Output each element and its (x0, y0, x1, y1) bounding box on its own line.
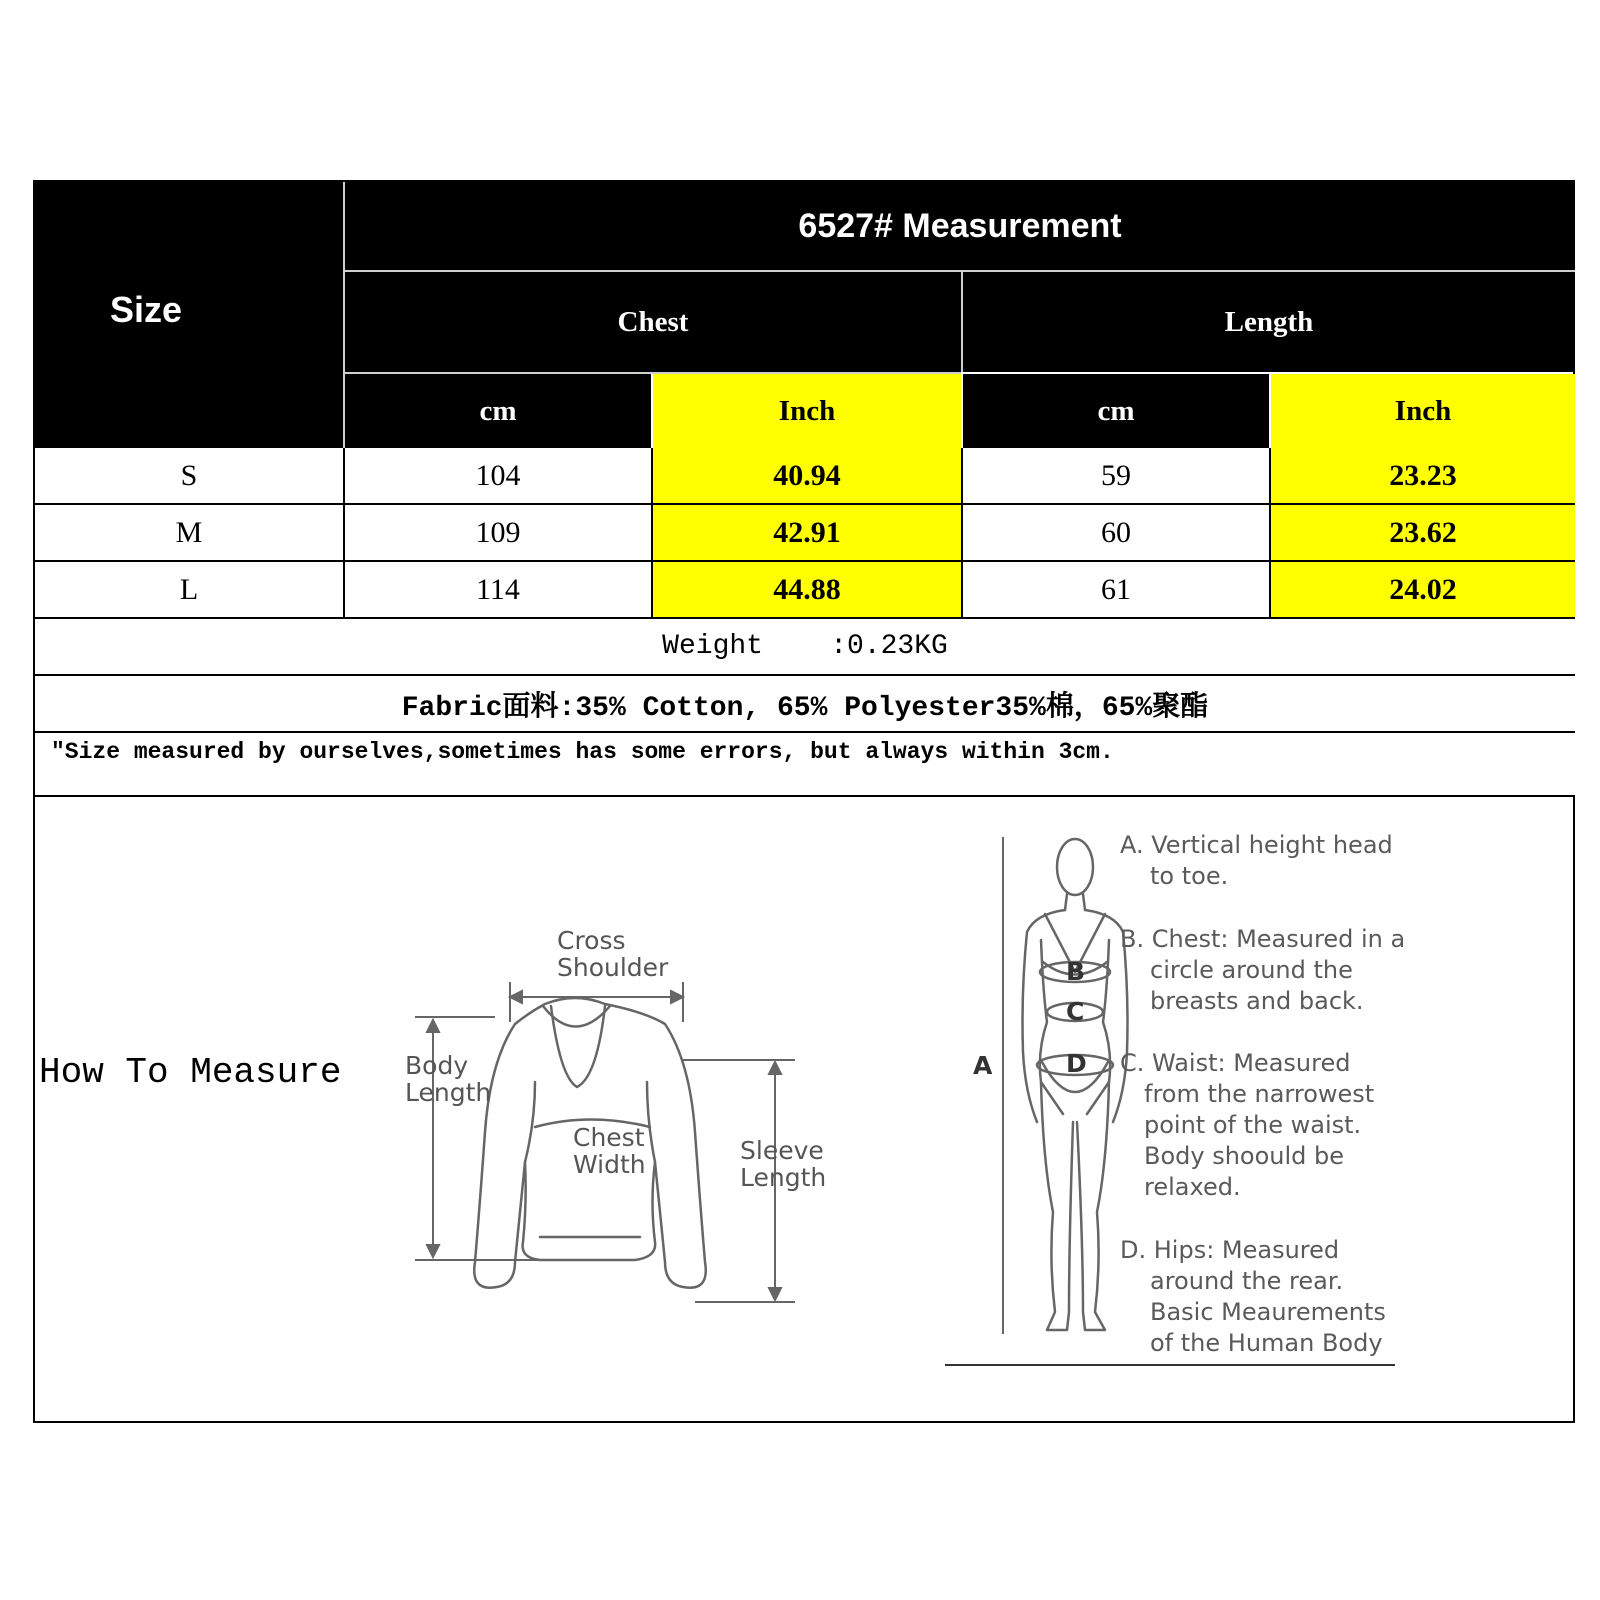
length-cm-header (963, 374, 1269, 448)
table-row-s-length-cm (963, 448, 1269, 504)
chest-cm-header (345, 374, 651, 448)
marker-b: B (1066, 957, 1086, 986)
table-row-l-size (35, 562, 343, 618)
note-a (1120, 830, 1393, 892)
table-row-m-length-inch (1271, 505, 1575, 561)
chest-inch-header (653, 374, 961, 448)
note-b-line3: breasts and back. (1150, 987, 1364, 1015)
table-row-l-chest-cm (345, 562, 651, 618)
table-row-m-length-cm (963, 505, 1269, 561)
length-inch-value: 23.23 (1389, 459, 1457, 492)
note-d (1120, 1235, 1386, 1359)
chest-width-label (573, 1124, 646, 1178)
body-measure-diagram (945, 822, 1445, 1382)
table-row-l-length-cm (963, 562, 1269, 618)
note-b-line2: circle around the (1150, 956, 1353, 984)
chest-width-line1: Chest (573, 1123, 645, 1152)
note-c-line1: C. Waist: Measured (1120, 1049, 1351, 1077)
size-header (35, 182, 343, 448)
table-row-l-chest-inch (653, 562, 961, 618)
chest-width-line2: Width (573, 1150, 646, 1179)
length-cm-label: cm (1097, 394, 1135, 427)
sleeve-length-line1: Sleeve (740, 1136, 824, 1165)
table-row-l-length-inch (1271, 562, 1575, 618)
table-row-m-size (35, 505, 343, 561)
size-value: M (175, 516, 203, 549)
weight-text: Weight :0.23KG (662, 631, 948, 662)
size-value: S (180, 459, 198, 492)
note-text: "Size measured by ourselves,sometimes has some errors, but always within 3cm. (51, 739, 1114, 765)
chest-inch-value: 44.88 (773, 573, 841, 606)
note-c (1120, 1048, 1374, 1203)
table-row-s-size (35, 448, 343, 504)
cross-shoulder-line1: Cross (557, 926, 626, 955)
table-row-s-chest-cm (345, 448, 651, 504)
note-d-line2: around the rear. (1150, 1267, 1344, 1295)
chest-cm-value: 104 (475, 459, 521, 492)
fabric-row (35, 676, 1575, 731)
how-to-measure-text: How To Measure (39, 1051, 342, 1093)
size-header-label: Size (110, 289, 183, 330)
note-c-line2: from the narrowest (1144, 1080, 1375, 1108)
note-d-line1: D. Hips: Measured (1120, 1236, 1340, 1264)
note-b-line1: B. Chest: Measured in a (1120, 925, 1406, 953)
marker-c: C (1066, 997, 1085, 1026)
how-to-measure-label (39, 1042, 359, 1102)
note-c-line4: Body shoould be (1144, 1142, 1345, 1170)
chest-header (345, 272, 961, 372)
length-cm-value: 60 (1101, 516, 1131, 549)
body-length-label (405, 1052, 491, 1106)
chest-cm-value: 109 (475, 516, 521, 549)
length-cm-value: 59 (1101, 459, 1131, 492)
size-chart (33, 180, 1575, 1423)
length-inch-header (1271, 374, 1575, 448)
body-length-line2: Length (405, 1078, 492, 1107)
marker-a: A (973, 1051, 993, 1080)
length-header-label: Length (1224, 305, 1314, 338)
table-title (345, 182, 1575, 270)
figure-underline (945, 1364, 1395, 1366)
chest-cm-label: cm (479, 394, 517, 427)
chest-cm-value: 114 (476, 573, 520, 606)
body-length-line1: Body (405, 1051, 469, 1080)
chest-header-label: Chest (617, 305, 689, 338)
length-inch-value: 23.62 (1389, 516, 1457, 549)
note-d-line4: of the Human Body (1150, 1329, 1383, 1357)
length-header (963, 272, 1575, 372)
table-row-m-chest-inch (653, 505, 961, 561)
garment-diagram (365, 912, 835, 1312)
cross-shoulder-label (557, 927, 668, 981)
table-row-s-chest-inch (653, 448, 961, 504)
marker-d: D (1066, 1049, 1087, 1078)
note-c-line3: point of the waist. (1144, 1111, 1362, 1139)
table-row-s-length-inch (1271, 448, 1575, 504)
size-value: L (179, 573, 199, 606)
table-title-text: 6527# Measurement (798, 206, 1122, 245)
chest-inch-label: Inch (778, 394, 836, 427)
length-inch-value: 24.02 (1389, 573, 1457, 606)
weight-row (35, 619, 1575, 674)
note-a-line1: A. Vertical height head (1120, 831, 1393, 859)
chest-inch-value: 40.94 (773, 459, 841, 492)
sleeve-length-line2: Length (740, 1163, 827, 1192)
chest-inch-value: 42.91 (773, 516, 841, 549)
cross-shoulder-line2: Shoulder (557, 953, 669, 982)
table-row-m-chest-cm (345, 505, 651, 561)
note-a-line2: to toe. (1150, 862, 1229, 890)
human-figure-icon (945, 822, 1145, 1362)
note-d-line3: Basic Meaurements (1150, 1298, 1386, 1326)
length-inch-label: Inch (1394, 394, 1452, 427)
note-row (35, 733, 1575, 795)
note-c-line5: relaxed. (1144, 1173, 1241, 1201)
fabric-text: Fabric面料:35% Cotton, 65% Polyester35%棉，65%聚酯 (401, 692, 1209, 724)
sleeve-length-label (740, 1137, 826, 1191)
length-cm-value: 61 (1101, 573, 1131, 606)
note-b (1120, 924, 1405, 1017)
